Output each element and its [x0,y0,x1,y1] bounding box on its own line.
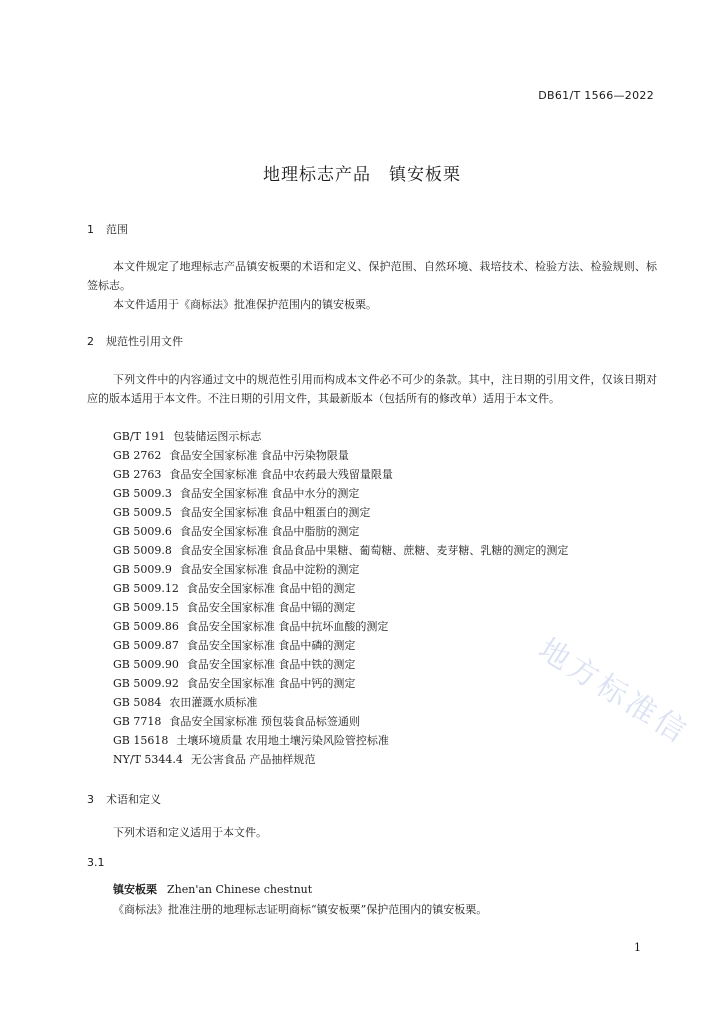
reference-name: 食品安全国家标准 食品中脂肪的测定 [179,525,360,538]
reference-name: 食品安全国家标准 食品中抗坏血酸的测定 [186,620,389,633]
section-1-paragraph-1: 本文件规定了地理标志产品镇安板栗的术语和定义、保护范围、自然环境、栽培技术、检验方法、检验规则、标签标志。 [87,260,657,292]
reference-item [113,712,568,731]
reference-item [113,617,568,636]
reference-name: 食品安全国家标准 预包装食品标签通则 [169,715,360,728]
reference-name: 土壤环境质量 农用地土壤污染风险管控标准 [176,734,389,747]
reference-name: 食品安全国家标准 食品中钙的测定 [186,677,356,690]
reference-item [113,503,568,522]
reference-list [113,427,568,769]
reference-code: GB 5009.12 [113,582,179,595]
reference-code: GB 5009.8 [113,544,172,557]
reference-item [113,484,568,503]
reference-item [113,750,568,769]
reference-name: 食品安全国家标准 食品中污染物限量 [169,449,349,462]
reference-name: 食品安全国家标准 食品中农药最大残留量限量 [169,468,393,481]
reference-code: GB 5084 [113,696,162,709]
reference-code: GB 15618 [113,734,169,747]
section-3-title: 术语和定义 [106,793,161,806]
section-3-heading [87,791,161,807]
reference-code: GB 5009.15 [113,601,179,614]
section-2-number: 2 [87,335,94,348]
reference-name: 食品安全国家标准 食品中淀粉的测定 [179,563,360,576]
reference-name: 包装储运图示标志 [173,430,262,443]
reference-name: 食品安全国家标准 食品中镉的测定 [186,601,356,614]
reference-item [113,446,568,465]
document-title: 地理标志产品 镇安板栗 [263,165,461,185]
reference-code: GB 7718 [113,715,162,728]
reference-item [113,674,568,693]
subsection-3-1-number: 3.1 [87,856,105,869]
reference-code: GB 5009.86 [113,620,179,633]
watermark-text: 地方标准信 [532,631,695,752]
section-2-intro: 下列文件中的内容通过文中的规范性引用而构成本文件必不可少的条款。其中，注日期的引用文件，仅该日期对应的版本适用于本文件。不注日期的引用文件，其最新版本（包括所有的修改单）适用于本文件。 [87,373,657,405]
reference-code: GB 2762 [113,449,162,462]
reference-code: GB 2763 [113,468,162,481]
reference-item [113,636,568,655]
reference-name: 农田灌溉水质标准 [169,696,258,709]
section-2-heading [87,333,183,349]
reference-name: 食品安全国家标准 食品食品中果糖、葡萄糖、蔗糖、麦芽糖、乳糖的测定的测定 [179,544,569,557]
reference-code: GB 5009.3 [113,487,172,500]
reference-code: GB 5009.92 [113,677,179,690]
reference-name: 食品安全国家标准 食品中水分的测定 [179,487,360,500]
term-entry [113,881,312,897]
reference-item [113,522,568,541]
reference-item [113,731,568,750]
page-number: 1 [634,941,641,954]
term-chinese: 镇安板栗 [113,883,157,896]
reference-name: 食品安全国家标准 食品中铅的测定 [186,582,356,595]
section-1-title: 范围 [106,223,128,236]
term-english: Zhen'an Chinese chestnut [167,883,313,896]
reference-code: GB/T 191 [113,430,166,443]
section-1-number: 1 [87,223,94,236]
section-1-paragraph-2: 本文件适用于《商标法》批准保护范围内的镇安板栗。 [113,298,377,311]
reference-name: 食品安全国家标准 食品中铁的测定 [186,658,356,671]
reference-code: GB 5009.5 [113,506,172,519]
reference-name: 食品安全国家标准 食品中粗蛋白的测定 [179,506,371,519]
reference-item [113,579,568,598]
reference-name: 无公害食品 产品抽样规范 [190,753,316,766]
section-2-title: 规范性引用文件 [106,335,183,348]
reference-code: GB 5009.9 [113,563,172,576]
reference-item [113,465,568,484]
reference-code: GB 5009.87 [113,639,179,652]
document-code-header: DB61/T 1566—2022 [538,89,654,102]
reference-code: GB 5009.90 [113,658,179,671]
reference-item [113,427,568,446]
reference-item [113,693,568,712]
reference-code: NY/T 5344.4 [113,753,183,766]
reference-item [113,560,568,579]
reference-code: GB 5009.6 [113,525,172,538]
section-3-intro: 下列术语和定义适用于本文件。 [113,826,267,839]
section-1-heading [87,221,128,237]
reference-item [113,541,568,560]
reference-name: 食品安全国家标准 食品中磷的测定 [186,639,356,652]
section-3-number: 3 [87,793,94,806]
term-definition: 《商标法》批准注册的地理标志证明商标“镇安板栗”保护范围内的镇安板栗。 [113,903,488,916]
reference-item [113,655,568,674]
reference-item [113,598,568,617]
